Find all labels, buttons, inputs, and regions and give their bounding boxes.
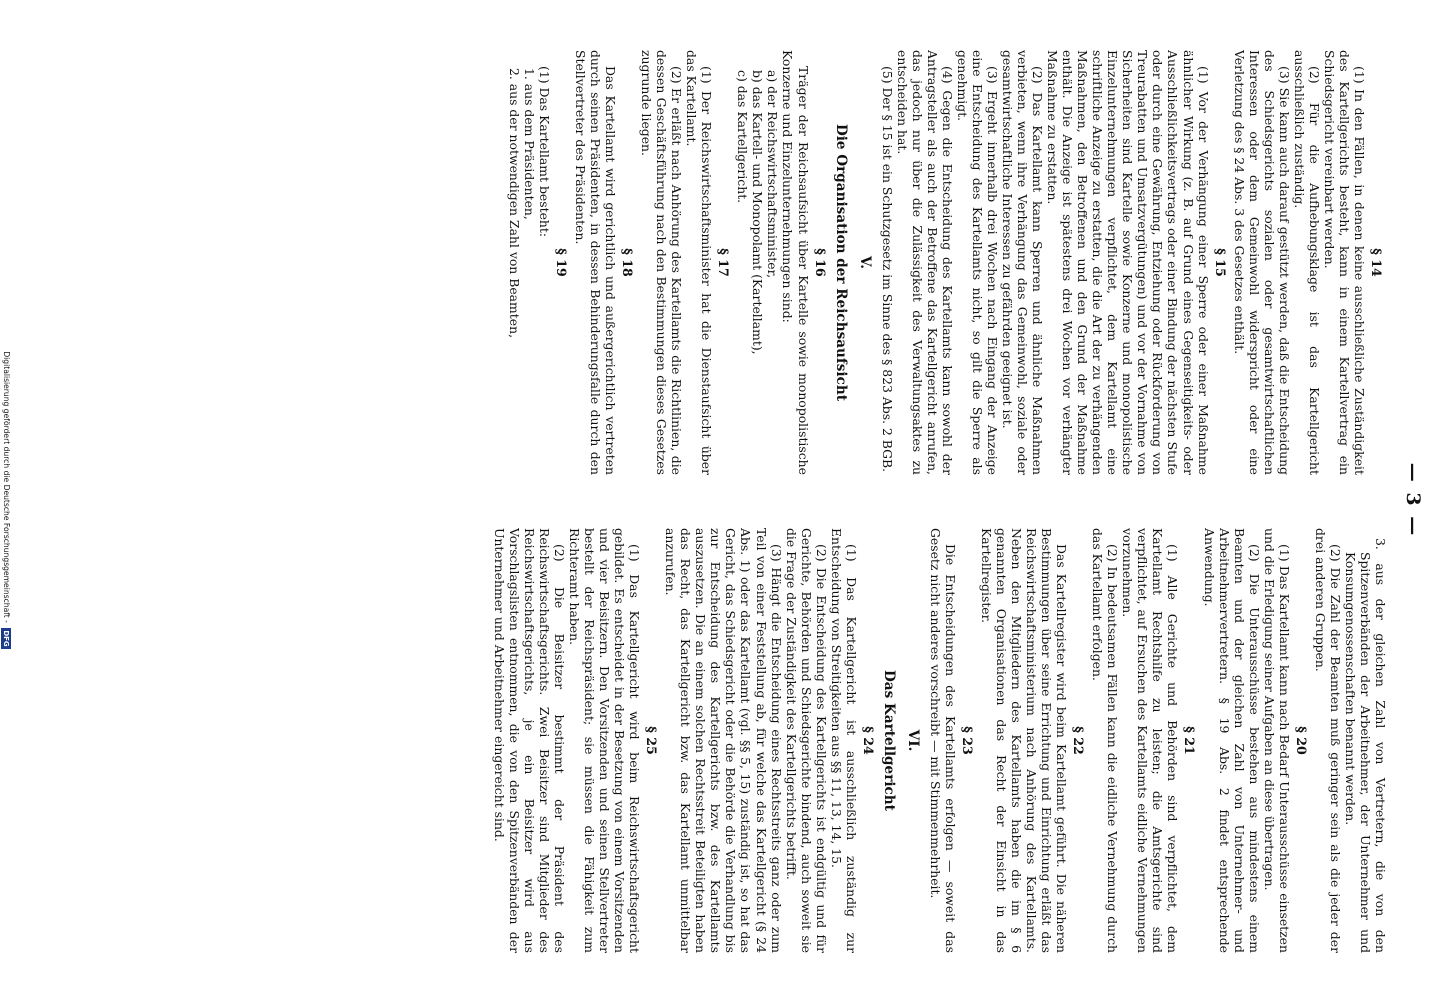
section-heading: Die Organisation der Reichsaufsicht <box>832 123 849 402</box>
section-heading: § 20 <box>1293 726 1309 755</box>
paragraph: 1. aus dem Präsidenten, <box>521 68 537 220</box>
section-heading: § 16 <box>812 248 828 277</box>
paragraph: (2) Die Zahl der Beamten muß geringer sein als die jeder der drei anderen Gruppen. <box>1312 528 1343 953</box>
page-number: — 3 — <box>1402 462 1424 538</box>
paragraph: (2) Das Kartellamt kann Sperren und ähnliche Maßnahmen verbieten, wenn ihre Verhängung das Gemeinwohl, soziale oder gesamtwirtschaftliche Interessen zu gefährden geeignet ist. <box>999 50 1046 475</box>
left-text-column <box>48 50 1388 475</box>
section-heading: § 24 <box>860 726 876 755</box>
paragraph: (1) Alle Gerichte und Behörden sind verpflichtet, dem Kartellamt Rechtshilfe zu leisten; die Amtsgerichte sind verpflichtet, auf Ersuchen des Kartellamts eidliche Vernehmungen vorzunehmen. <box>1120 528 1181 953</box>
paragraph: (1) Das Kartellgericht wird beim Reichswirtschaftsgericht gebildet. Es entscheidet in der Besetzung von einem Vorsitzenden und vier Beisitzern. Den Vorsitzenden und seinen Stellvertreter bestellt der Reichspräsident; sie müssen die Fähigkeit zum Richteramt haben. <box>567 528 643 953</box>
digitization-footer <box>1 0 11 1000</box>
paragraph: (1) In den Fällen, in denen keine ausschließliche Zuständigkeit des Kartellgerichts besteht, kann in einem Kartellvertrag ein Schiedsgericht vereinbart werden. <box>1321 50 1367 475</box>
paragraph: 3. aus der gleichen Zahl von Vertretern, die von den Spitzenverbänden der Arbeitnehmer, der Unternehmer und Konsumgenossenschaften benannt werden. <box>1342 538 1388 953</box>
paragraph: (1) Das Kartellamt besteht: <box>536 66 552 238</box>
paragraph: (3) Hängt die Entscheidung eines Rechtsstreits ganz oder zum Teil von einer Feststellung ab, für welche das Kartellgericht (§ 24 Abs. 1) oder das Kartellamt (vgl. §§ 5, 15) zuständig ist, so hat das Gericht, das Schiedsgericht oder die Behörde die Verhandlung bis zur Entscheidung des Kartellgerichts bzw. des Kartellamts auszusetzen. Die an einem solchen Rechtsstreit Beteiligten haben das Recht, das Kartellgericht bzw. das Kartellamt unmittelbar anzurufen. <box>663 528 784 953</box>
paragraph: (1) Der Reichswirtschaftsminister hat die Dienstaufsicht über das Kartellamt. <box>684 50 715 475</box>
section-heading: VI. <box>904 729 921 752</box>
paragraph: c) das Kartellgericht. <box>735 70 751 204</box>
section-heading: § 18 <box>620 248 636 277</box>
paragraph: Die Entscheidungen des Kartellamts erfolgen — soweit das Gesetz nicht anderes vorschreibt — mit Stimmenmehrheit. <box>927 528 958 953</box>
paragraph: b) das Kartell- und Monopolamt (Kartellamt), <box>750 70 766 355</box>
section-heading: § 17 <box>716 248 732 277</box>
paragraph: (2) In bedeutsamen Fällen kann die eidliche Vernehmung durch das Kartellamt erfolgen. <box>1090 528 1121 953</box>
footer-text: Digitalisierung gefördert durch die Deutsche Forschungsgemeinschaft - <box>2 351 11 623</box>
dfg-logo: DFG <box>2 630 10 647</box>
paragraph: (2) Die Entscheidung des Kartellgerichts ist endgültig und für Gerichte, Behörden und Schiedsgerichte bindend, auch soweit sie die Frage der Zuständigkeit des Kartellgerichts betrifft. <box>783 528 829 953</box>
section-heading: § 25 <box>644 726 660 755</box>
paragraph: (4) Gegen die Entscheidung des Kartellamts kann sowohl der Antragsteller als auch der Betroffene das Kartellgericht anrufen, das jedoch nur über die Zulässigkeit des Verwaltungsaktes zu entscheiden hat. <box>894 50 955 475</box>
paragraph: (2) Die Unterausschüsse bestehen aus mindestens einem Beamten und der gleichen Zahl von Unternehmer- und Arbeitnehmervertretern. § 19 Abs. 2 findet entsprechende Anwendung. <box>1201 528 1262 953</box>
paragraph: (1) Das Kartellamt kann nach Bedarf Unterausschüsse einsetzen und die Erledigung seiner Aufgaben an diese übertragen. <box>1261 528 1292 953</box>
paragraph: a) der Reichswirtschaftsminister, <box>765 70 781 279</box>
section-heading: § 14 <box>1369 248 1384 277</box>
paragraph: (3) Ergeht innerhalb drei Wochen nach Eingang der Anzeige eine Entscheidung des Kartellamts nicht, so gilt die Sperre als genehmigt. <box>954 50 1000 475</box>
section-heading: § 23 <box>959 726 975 755</box>
paragraph: (1) Vor der Verhängung einer Sperre oder einer Maßnahme ähnlicher Wirkung (z. B. auf Grund eines Gegenseitigkeits- oder Ausschließlichkeitsvertrags oder einer Bindung der nächsten Stufe oder durch eine Gewährung, Entziehung oder Rückforderung von Treurabatten und Umsatzvergütungen) und vor der Vornahme von Sicherheiten sind Kartelle sowie Konzerne und monopolistische Einzelunternehmungen verpflichtet, dem Kartellamt eine schriftliche Anzeige zu erstatten, die die Art der zu verhängenden Maßnahmen, den Betroffenen und den Grund der Maßnahme enthält. Die Anzeige ist spätestens drei Wochen vor verhängter Maßnahme zu erstatten. <box>1045 50 1211 475</box>
paragraph: (2) Die Beisitzer bestimmt der Präsident des Reichswirtschaftsgerichts. Zwei Beisitzer sind Mitglieder des Reichswirtschaftsgerichts, je ein Beisitzer wird aus Vorschlagslisten entnommen, die von den Spitzenverbänden der Unternehmer und Arbeitnehmer eingereicht sind. <box>491 528 567 953</box>
right-text-column <box>48 528 1388 953</box>
section-heading: § 21 <box>1182 726 1198 755</box>
section-heading: V. <box>856 256 873 269</box>
section-heading: § 22 <box>1071 726 1087 755</box>
paragraph: Träger der Reichsaufsicht über Kartelle sowie monopolistische Konzerne und Einzelunternehmungen sind: <box>780 50 811 475</box>
section-heading: § 15 <box>1212 248 1228 277</box>
section-heading: § 19 <box>553 248 569 277</box>
paragraph: Das Kartellregister wird beim Kartellamt geführt. Die näheren Bestimmungen über seine Errichtung und Einrichtung erläßt das Reichswirtschaftsministerium nach Anhörung des Kartellamts. Neben den Mitgliedern des Kartellamts haben die im § 6 genannten Organisationen das Recht der Einsicht in das Kartellregister. <box>978 528 1070 953</box>
paragraph: (1) Das Kartellgericht ist ausschließlich zuständig zur Entscheidung von Streitigkeiten aus §§ 11, 13, 14, 15. <box>828 528 859 953</box>
paragraph: (5) Der § 15 ist ein Schutzgesetz im Sinne des § 823 Abs. 2 BGB. <box>879 66 895 473</box>
paragraph: (3) Sie kann auch darauf gestützt werden, daß die Entscheidung des Schiedsgerichts sozialen oder gesamtwirtschaftlichen Interessen oder dem Gemeinwohl widerspricht oder eine Verletzung des § 24 Abs. 3 des Gesetzes enthält. <box>1231 50 1292 475</box>
section-heading: Das Kartellgericht <box>880 670 897 811</box>
paragraph: (2) Er erläßt nach Anhörung des Kartellamts die Richtlinien, die dessen Geschäftsführung nach den Bestimmungen dieses Gesetzes zugrunde liegen. <box>639 50 685 475</box>
paragraph: (2) Für die Aufhebungsklage ist das Kartellgericht ausschließlich zuständig. <box>1291 50 1322 475</box>
paragraph: Das Kartellamt wird gerichtlich und außergerichtlich vertreten durch seinen Präsidenten, in dessen Behinderungsfalle durch den Stellvertreter des Präsidenten. <box>572 50 619 475</box>
paragraph: 2. aus der notwendigen Zahl von Beamten, <box>506 68 522 339</box>
